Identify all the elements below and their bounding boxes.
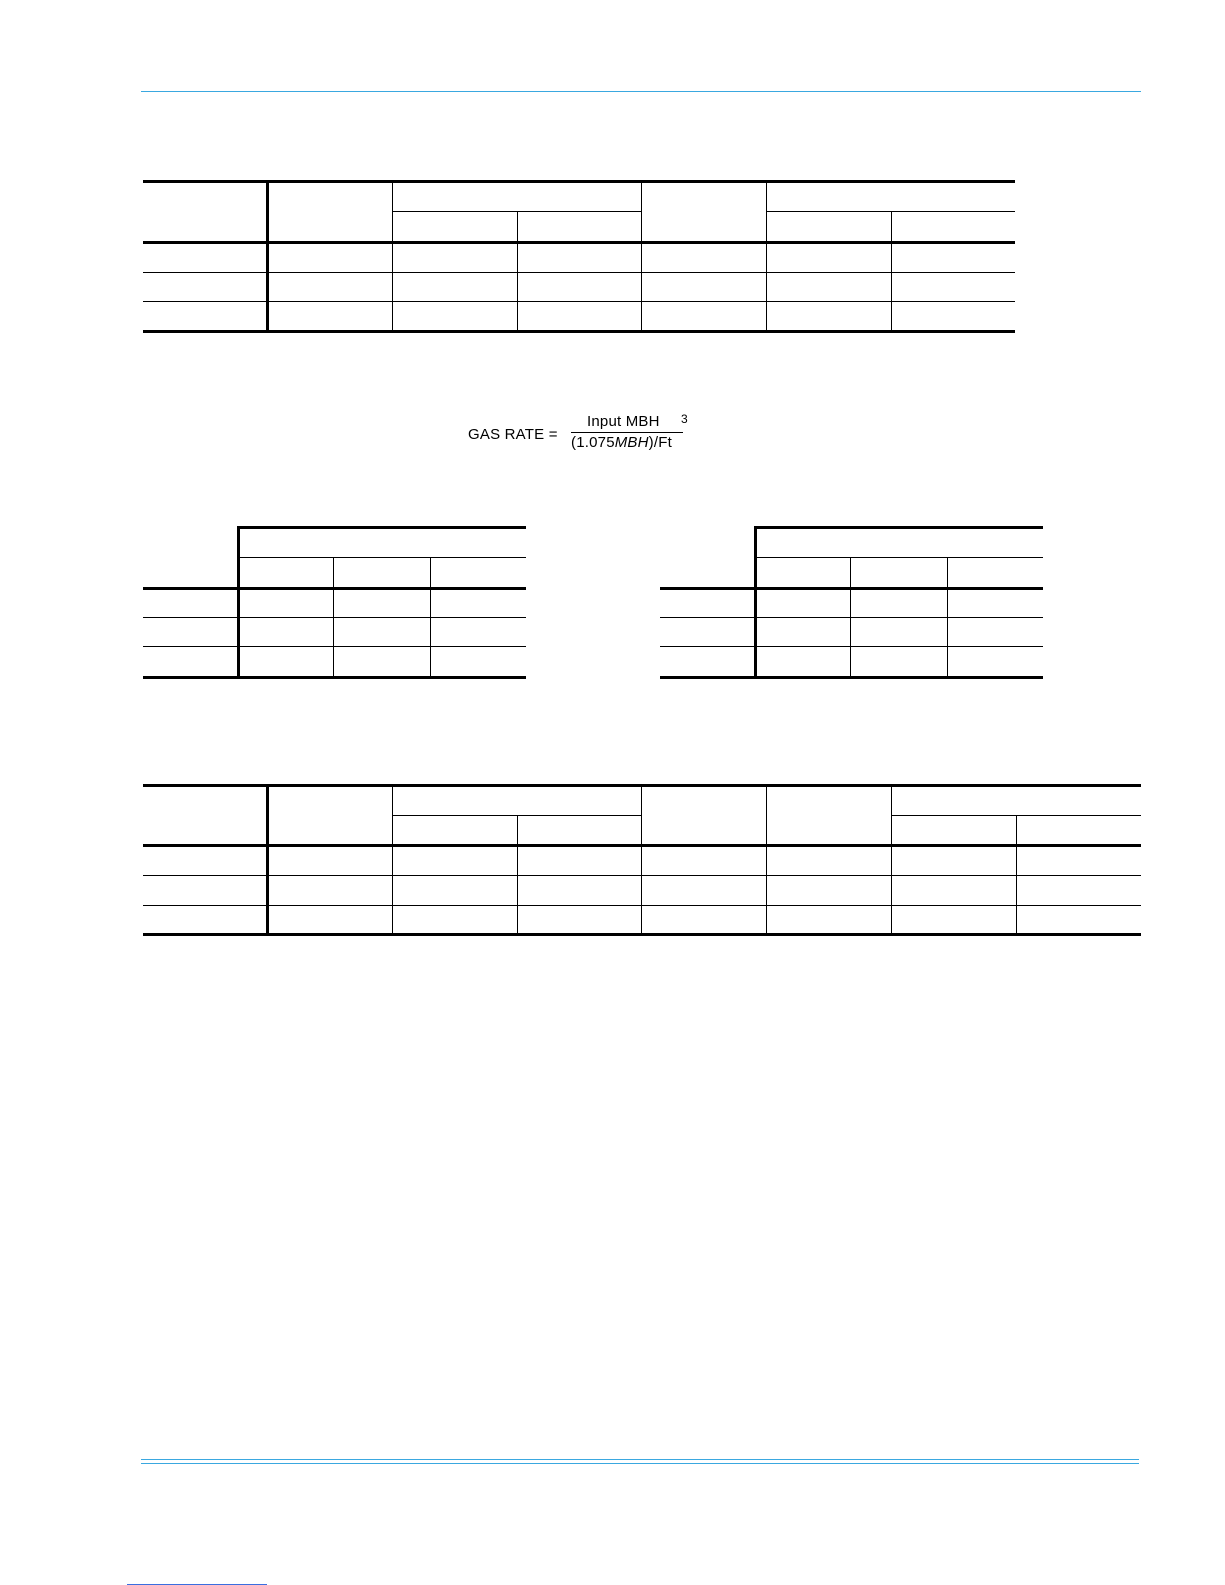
row-rule [143, 301, 1015, 302]
column-rule [333, 557, 334, 679]
table-3 [143, 784, 1141, 938]
column-rule [891, 784, 892, 936]
column-rule [517, 815, 518, 936]
header-bottom-rule [143, 241, 1015, 244]
column-rule [947, 557, 948, 679]
stub-column-rule [237, 526, 240, 679]
row-rule [660, 646, 1043, 647]
row-rule [660, 617, 1043, 618]
header-bottom-rule [143, 844, 1141, 847]
column-rule [850, 557, 851, 679]
column-rule [766, 180, 767, 333]
stub-column-rule [266, 784, 269, 936]
table-top-rule [143, 784, 1141, 787]
table-top-rule [238, 526, 526, 529]
header-bottom-rule [660, 587, 1043, 590]
column-rule [891, 211, 892, 333]
column-rule [392, 784, 393, 936]
table-2a [143, 526, 526, 681]
column-rule [641, 180, 642, 333]
formula-lhs: GAS RATE = [468, 426, 558, 443]
column-rule [766, 784, 767, 936]
stub-column-rule [266, 180, 269, 333]
table-bottom-rule [660, 676, 1043, 679]
header-bottom-rule [143, 587, 526, 590]
header-rule [141, 91, 1141, 92]
column-rule [430, 557, 431, 679]
column-rule [1016, 815, 1017, 936]
table-top-rule [143, 180, 1015, 183]
formula-numerator: Input MBH [587, 413, 660, 430]
table-top-rule [755, 526, 1043, 529]
column-rule [517, 211, 518, 333]
formula-exponent: 3 [681, 412, 688, 426]
stub-column-rule [754, 526, 757, 679]
header-sub-rule [755, 557, 1043, 558]
footer-rule [141, 1459, 1139, 1464]
column-rule [641, 784, 642, 936]
row-rule [143, 646, 526, 647]
row-rule [143, 875, 1141, 876]
fraction-bar [571, 432, 683, 433]
table-2b [660, 526, 1043, 681]
row-rule [143, 905, 1141, 906]
table-bottom-rule [143, 330, 1015, 333]
column-rule [392, 180, 393, 333]
row-rule [143, 272, 1015, 273]
table-bottom-rule [143, 676, 526, 679]
table-1 [143, 180, 1015, 334]
table-bottom-rule [143, 933, 1141, 936]
header-sub-rule [238, 557, 526, 558]
formula-denominator: (1.075MBH)/Ft [571, 434, 672, 451]
row-rule [143, 617, 526, 618]
